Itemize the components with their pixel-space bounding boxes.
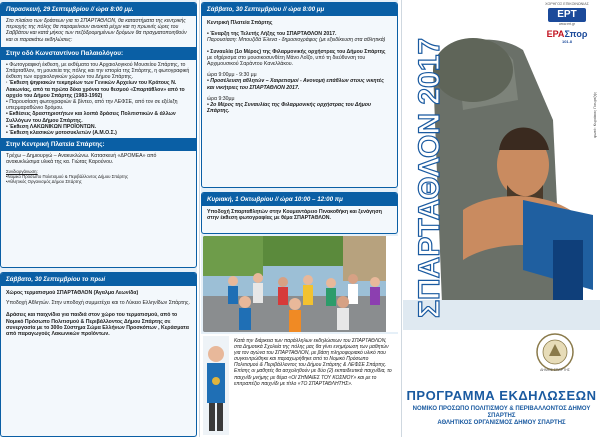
organizer-2: ΑΘΛΗΤΙΚΟΣ ΟΡΓΑΝΙΣΜΟΣ ΔΗΜΟΥ ΣΠΑΡΤΗΣ	[437, 420, 566, 426]
school-info-text: Κατά την διάρκεια των παράλληλων εκδηλώσεων του ΣΠΑΡΤΑΘΛΟΝ, στα Δημοτικά Σχολεία της πόλης μας θα γίνει ενημέρωση των μαθητών για τον αγώνα του ΣΠΑΡΤΑΘΛΟΝ, με βάση πληροφοριακό υλικό που συγκεντρώθηκε και παραχωρήθηκε από το Νομικό Πρόσωπο Πολιτισμού & Περιβάλλοντος του Δήμου Σπάρτης & ΛΕΦΣΕ Σπάρτης. Επίσης οι μαθητές θα ασχοληθούν με δύο (2) εκπαιδευτικά παιχνίδια, το παιχνίδι μνήμης με θέμα «ΟΙ ΣΗΜΑΙΕΣ ΤΟΥ ΚΟΣΜΟΥ» και με το επιτραπέζιο παιχνίδι με τίτλο «ΤΟ ΣΠΑΡΤΑΘΛΗΤΗΣ».	[234, 338, 392, 387]
saturday-evening-box	[201, 2, 398, 188]
saturday-morning-box	[0, 272, 197, 437]
organizers	[403, 406, 600, 427]
saturday-evening-header: Σάββατο, 30 Σεπτεμβρίου // ώρα 8:00 μμ	[202, 3, 397, 16]
left-panel	[0, 0, 197, 437]
sunday-box	[201, 192, 398, 234]
item-2: · Έκθεση ψηφιακών τεκμηρίων των Γενικών Αρχείων του Κράτους Ν. Λακωνίας, από τα πρώτα δέκα χρόνια του θεσμού «Σπαρτάθλον» από το αρχείο του Δήμου Σπάρτης (1983-1992)	[6, 80, 185, 99]
presenter: Παρουσίαση: Μπουζιδά Έλενα - δημοσιογράφος (με εξειδίκευση στα αθλητικά)	[207, 37, 386, 44]
fold-line-2	[401, 0, 402, 437]
cover-image	[403, 0, 600, 330]
friday-box	[0, 2, 197, 268]
era-sport-logo	[538, 29, 596, 39]
time-2: ώρα 9:30μμ	[207, 95, 235, 102]
time-1: ώρα 9:00μμ - 9:30 μμ	[207, 72, 257, 79]
item-5: • Έκθεση ΛΑΚΩΝΙΚΩΝ ΠΡΟΪΟΝΤΩΝ.	[6, 123, 97, 130]
ert-logo: ΕΡΤ	[548, 8, 586, 22]
plateia-header: Στην Κεντρική Πλατεία Σπάρτης:	[1, 138, 196, 151]
era-text: ΕΡΑ	[546, 29, 565, 39]
seal-label: ΔΗΜΟΣ ΣΠΑΡΤΗΣ	[540, 368, 570, 372]
finish-area: Χώρος τερματισμού ΣΠΑΡΤΑΘΛΟΝ (Άγαλμα Λεωνίδα)	[6, 290, 139, 296]
central-square: Κεντρική Πλατεία Σπάρτης	[207, 20, 273, 26]
item-4: • Εκθέσεις δραστηριοτήτων και λοιπά δράσεις Πολιτιστικών & άλλων Συλλόγων του Δήμου Σπάρτης.	[6, 111, 176, 124]
vertical-title-text: ΣΠΑΡΤΑΘΛΟΝ 2017	[413, 37, 446, 318]
concert-part-1: • Συναυλία (1ο Μέρος) της Φιλαρμονικής ορχήστρας του Δήμου Σπάρτης	[207, 48, 386, 55]
palaiologou-header: Στην οδό Κωνσταντίνου Παλαιολόγου:	[1, 47, 196, 60]
concert-tribute: με ofgέρισμα στο μουσικοσυνθέτη Μάνο Λοΐζο, υπό τη διεύθυνση του Αρχιμουσικού Σαράντου Κανελλάκου.	[207, 54, 366, 68]
item-3: • Παρουσίαση φωτογραφιών & βίντεο, από την ΛΕΦΣΕ, από τον σε εξέλιξη υπερμαραθώνιο δρόμου.	[6, 99, 178, 112]
photo-credit	[592, 70, 598, 140]
seal-icon	[535, 332, 575, 372]
middle-panel	[201, 0, 398, 437]
org-line-2: •Αθλητικός Οργανισμός Δήμου Σπάρτης	[6, 179, 82, 185]
organizer-1: ΝΟΜΙΚΟ ΠΡΟΣΩΠΟ ΠΟΛΙΤΙΣΜΟΥ & ΠΕΡΙΒΑΛΛΟΝΤΟΣ ΔΗΜΟΥ ΣΠΑΡΤΗΣ	[412, 406, 591, 419]
item-6: • Έκθεση κλασικών μοτοσυκλετών (Α.Μ.Ο.Σ.)	[6, 130, 117, 137]
athletes-welcome: Υποδοχή Αθλητών. Στην υποδοχή συμμετέχει και το Λύκειο Ελληνίδων Σπάρτης.	[6, 300, 190, 307]
era-frequency: 101.8	[561, 39, 572, 44]
photo-credit-text: φωτό: Κυριάκος Γιουρτζής	[592, 91, 597, 138]
awards: • Προσέλευση αθλητών – Χαιρετισμοί - Ανονομή επάθλων στους νικητές και νικήτριες του ΣΠΑΡΤΑΘΛΟΝ 2017.	[207, 78, 384, 91]
ert-web: www.ert.gr	[558, 22, 575, 26]
cover-panel	[403, 0, 600, 437]
kids-activities: Δράσεις και παιχνίδια για παιδιά στον χώρο του τερματισμού, από το Νομικό Πρόσωπο Πολιτισμού & Περιβάλλοντος Δήμου Σπάρτης σε συνεργασία με το 300ο Σύστημα Σώμα Ελλήνων Προσκόπων , Κεράσματα από παραγωγούς Λακωνικών προϊόντων.	[6, 312, 189, 338]
fold-line-1	[199, 0, 200, 437]
friday-header: Παρασκευή, 29 Σεπτεμβρίου // ώρα 8:00 μμ.	[1, 3, 196, 16]
photo-credit-svg	[592, 70, 598, 140]
children-run-image	[203, 236, 396, 332]
item-1: • Φωτογραφική έκθεση, με εκθέματα του Αρχαιολογικού Μουσείου Σπάρτης, το Σπάρταθλον, τη μουσεία της πόλης και την ιστορία της Σπάρτης, η φωτογραφική έκθεση των αρχαιολογικών χώρων του Δήμου Σπάρτης.	[6, 61, 190, 81]
municipality-seal	[535, 332, 575, 372]
vertical-title	[411, 18, 447, 328]
school-info-area	[201, 334, 398, 437]
friday-intro: Στο πλαίσιο των δράσεων για το ΣΠΑΡΤΑΘΛΟΝ, θα καταστήματα της κεντρικής περιοχής της πόλης θα παραμείνουν ανοικτά μέχρι και τη πρωινές ώρες του Σαββάτου και κατά μήκος των πεζόδρομημένων δρόμων θα πραγματοποιηθούν και οι παρακάτω εκδηλώσεις:	[6, 18, 187, 43]
plateia-text: Τρέχω – Δημιουργώ – Ανακυκλώνω. Κατασκευή «ΔΡΟΜΕΑ» από ανακυκλώσιμα υλικά της κα. Γιώτας Καρούνου.	[6, 153, 157, 166]
gallery-visit: Υποδοχή Σπαρταθλητών στην Κουμαντάρειο Πινακοθήκη και ξενάγηση στην έκθεση φωτογραφίας με θέμα ΣΠΑΡΤΑΘΛΟΝ.	[207, 209, 382, 222]
concert-part-2: • 2ο Μέρος της Συναυλίας της Φιλαρμονικής ορχήστρας του Δήμου Σπάρτης.	[207, 102, 371, 115]
program-title: ΠΡΟΓΡΑΜΜΑ ΕΚΔΗΛΩΣΕΩΝ	[406, 388, 597, 403]
org-line-1: •Νομικό Πρόσωπο Πολιτισμού & Περιβάλλοντος Δήμου Σπάρτης	[6, 173, 129, 179]
saturday-morning-header: Σάββατο, 30 Σεπτεμβρίου το πρωί	[1, 273, 196, 286]
sponsor-strip	[386, 236, 398, 332]
org-label: Συνδιοργάνωση:	[6, 168, 38, 174]
closing-ceremony: • Έναρξη της Τελετής Λήξης του ΣΠΑΡΤΑΘΛΟΝ 2017.	[207, 31, 337, 38]
children-run-photo	[203, 236, 396, 332]
sponsor-caption: ΧΟΡΗΓΟΣ ΕΠΙΚΟΙΝΩΝΙΑΣ	[545, 2, 589, 6]
era-sport-text: Σπορ	[564, 29, 588, 39]
sunday-header: Κυριακή, 1 Οκτωβρίου // ώρα 10:00 – 12:00 πμ	[202, 193, 397, 206]
sponsor-logos	[538, 2, 596, 58]
child-medal-image	[203, 336, 229, 435]
